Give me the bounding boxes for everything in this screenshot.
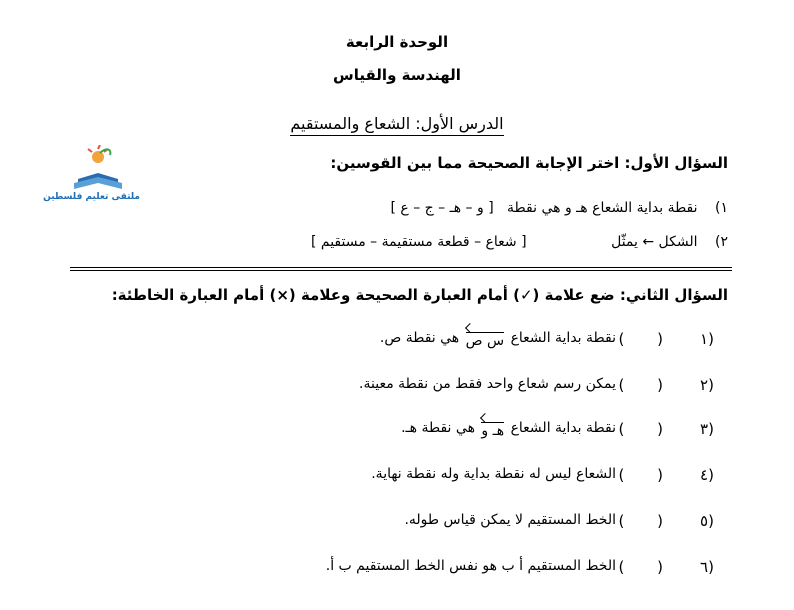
answer-parens[interactable]: ( ) bbox=[618, 512, 677, 530]
item-text bbox=[380, 330, 616, 347]
question-2-item bbox=[0, 558, 794, 582]
item-number: ٣) bbox=[700, 420, 714, 438]
item-choices: [ شعاع – قطعة مستقيمة – مستقيم ] bbox=[310, 234, 527, 250]
logo-text: ملتقى تعليم فلسطين bbox=[43, 192, 140, 202]
item-text-b: هي نقطة هـ. bbox=[401, 420, 475, 436]
answer-parens[interactable]: ( ) bbox=[618, 558, 677, 576]
ray-label: س ص bbox=[465, 333, 505, 349]
item-number: ٢) bbox=[700, 376, 714, 394]
item-number: ١) bbox=[700, 330, 714, 348]
ray-symbol bbox=[481, 422, 504, 439]
book-logo-icon bbox=[56, 145, 140, 191]
item-text: يمكن رسم شعاع واحد فقط من نقطة معينة. bbox=[359, 376, 616, 392]
subject-title: الهندسة والقياس bbox=[333, 66, 461, 84]
item-text: الخط المستقيم لا يمكن قياس طوله. bbox=[404, 512, 616, 528]
item-text: الشعاع ليس له نقطة بداية وله نقطة نهاية. bbox=[371, 466, 616, 482]
ray-symbol bbox=[466, 332, 504, 349]
item-number: ٦) bbox=[700, 558, 714, 576]
question-1-item bbox=[391, 200, 728, 216]
item-number: ٤) bbox=[700, 466, 714, 484]
answer-parens[interactable]: ( ) bbox=[618, 466, 677, 484]
lesson-title bbox=[0, 114, 794, 133]
site-logo bbox=[43, 145, 140, 207]
unit-title: الوحدة الرابعة bbox=[345, 33, 449, 51]
item-number: ٥) bbox=[700, 512, 714, 530]
section-divider bbox=[70, 270, 732, 271]
question-2-item bbox=[0, 420, 794, 444]
question-2-item bbox=[0, 330, 794, 354]
question-2-item bbox=[0, 466, 794, 490]
ray-label: هـ و bbox=[481, 423, 505, 439]
question-2-item bbox=[0, 512, 794, 536]
answer-parens[interactable]: ( ) bbox=[618, 376, 677, 394]
item-text: الشكل ← يمثّل bbox=[611, 234, 698, 250]
item-text: الخط المستقيم أ ب هو نفس الخط المستقيم ب أ. bbox=[325, 558, 616, 574]
section-divider bbox=[70, 267, 732, 268]
item-text: نقطة بداية الشعاع هـ و هي نقطة bbox=[507, 200, 698, 216]
question-2-item bbox=[0, 376, 794, 400]
item-text-a: نقطة بداية الشعاع bbox=[510, 330, 616, 346]
question-1-item bbox=[311, 234, 728, 250]
item-text bbox=[401, 420, 616, 437]
question-1-title: السؤال الأول: اختر الإجابة الصحيحة مما بين القوسين: bbox=[330, 154, 728, 172]
item-number: ١) bbox=[715, 200, 728, 216]
item-choices: [ و – هـ – ج – ع ] bbox=[390, 200, 494, 216]
lesson-title-text: الدرس الأول: الشعاع والمستقيم bbox=[290, 114, 503, 136]
item-text-a: نقطة بداية الشعاع bbox=[510, 420, 616, 436]
question-2-title: السؤال الثاني: ضع علامة (✓) أمام العبارة الصحيحة وعلامة (×) أمام العبارة الخاطئة: bbox=[111, 286, 728, 304]
answer-parens[interactable]: ( ) bbox=[618, 420, 677, 438]
answer-parens[interactable]: ( ) bbox=[618, 330, 677, 348]
item-number: ٢) bbox=[715, 234, 728, 250]
item-text-b: هي نقطة ص. bbox=[379, 330, 460, 346]
